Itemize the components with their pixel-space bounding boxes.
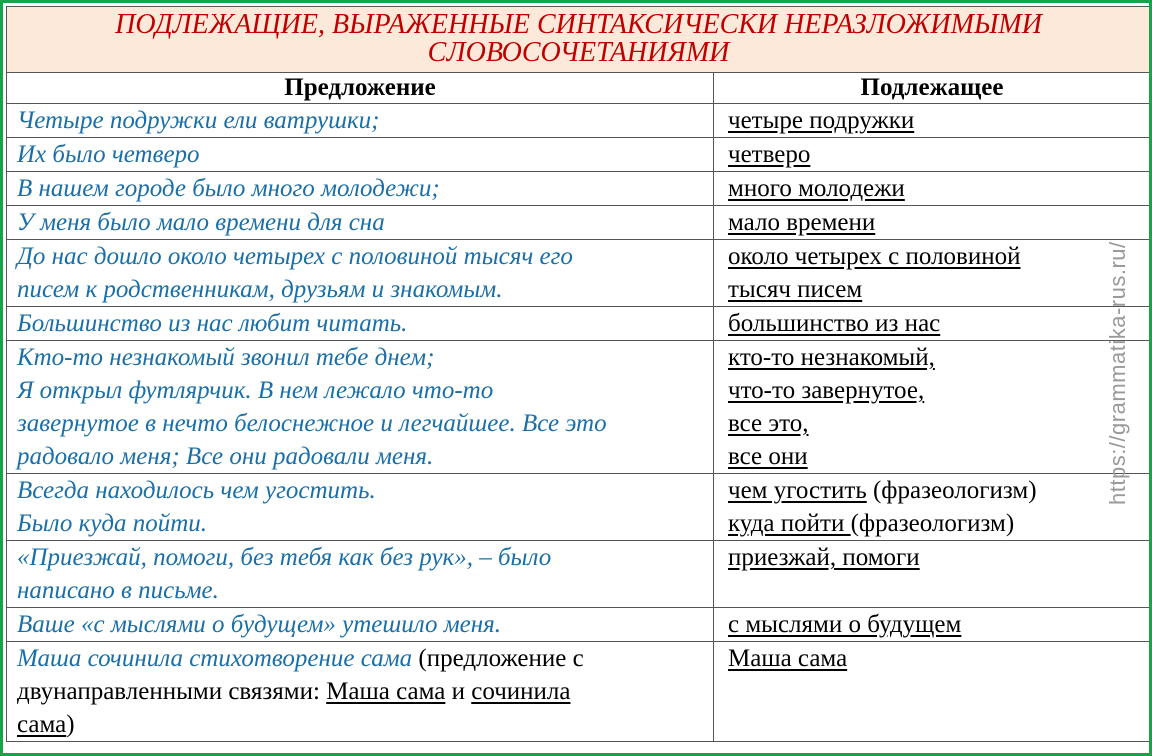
sentence-cell: Ваше «с мыслями о будущем» утешило меня.	[7, 608, 714, 642]
syntax-table	[6, 6, 1151, 742]
table-row	[7, 608, 1151, 642]
table-row	[7, 307, 1151, 341]
title-row	[7, 7, 1151, 73]
header-row	[7, 73, 1151, 104]
sentence-cell: Их было четверо	[7, 138, 714, 172]
sentence-cell: До нас дошло около четырех с половиной тысяч его писем к родственникам, друзьям и знакомым.	[7, 240, 714, 307]
sentence-cell: В нашем городе было много молодежи;	[7, 172, 714, 206]
table-row	[7, 138, 1151, 172]
subject-cell: четыре подружки	[714, 104, 1151, 138]
sentence-cell: У меня было мало времени для сна	[7, 206, 714, 240]
subject-cell: много молодежи	[714, 172, 1151, 206]
table-row	[7, 240, 1151, 307]
site-watermark: https://grammatika-rus.ru/	[1105, 241, 1130, 505]
sentence-cell: Большинство из нас любит читать.	[7, 307, 714, 341]
subject-cell: большинство из нас	[714, 307, 1151, 341]
table-row	[7, 172, 1151, 206]
subject-cell: около четырех с половиной тысяч писем	[714, 240, 1151, 307]
subject-cell: с мыслями о будущем	[714, 608, 1151, 642]
table-row	[7, 104, 1151, 138]
sentence-cell: Маша сочинила стихотворение сама (предложение с двунаправленными связями: Маша сама и сочинила сама)	[7, 642, 714, 742]
column-header-subject: Подлежащее	[714, 73, 1151, 104]
sentence-cell: Кто-то незнакомый звонил тебе днем; Я открыл футлярчик. В нем лежало что-то завернутое в нечто белоснежное и легчайшее. Все это радовало меня; Все они радовали меня.	[7, 341, 714, 474]
table-row	[7, 541, 1151, 608]
table-row	[7, 341, 1151, 474]
subject-cell: четверо	[714, 138, 1151, 172]
table-title: ПОДЛЕЖАЩИЕ, ВЫРАЖЕННЫЕ СИНТАКСИЧЕСКИ НЕРАЗЛОЖИМЫМИ СЛОВОСОЧЕТАНИЯМИ	[7, 7, 1151, 73]
sentence-cell: Четыре подружки ели ватрушки;	[7, 104, 714, 138]
sentence-cell: «Приезжай, помоги, без тебя как без рук», – было написано в письме.	[7, 541, 714, 608]
table-row	[7, 206, 1151, 240]
table-row	[7, 474, 1151, 541]
subject-cell: мало времени	[714, 206, 1151, 240]
sentence-cell: Всегда находилось чем угостить. Было куда пойти.	[7, 474, 714, 541]
subject-cell: кто-то незнакомый, что-то завернутое, все это, все они	[714, 341, 1151, 474]
table-row	[7, 642, 1151, 742]
subject-cell: приезжай, помоги	[714, 541, 1151, 608]
subject-cell: чем угостить (фразеологизм) куда пойти (фразеологизм)	[714, 474, 1151, 541]
subject-cell: Маша сама	[714, 642, 1151, 742]
column-header-sentence: Предложение	[7, 73, 714, 104]
